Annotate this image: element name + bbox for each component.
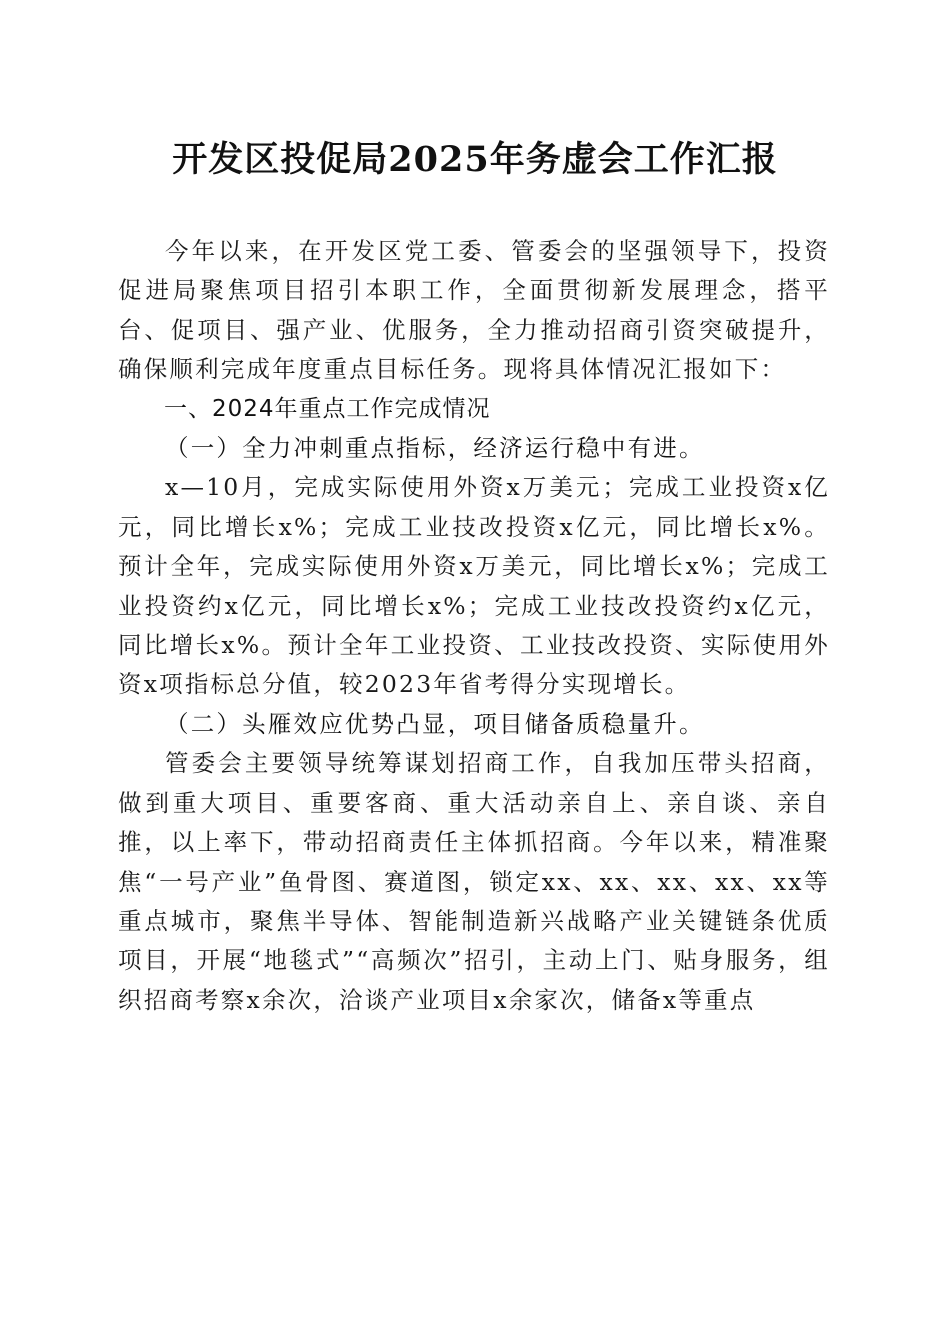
section-heading-1: 一、2024年重点工作完成情况: [164, 395, 491, 422]
document-title: 开发区投促局2025年务虚会工作汇报: [172, 139, 778, 180]
subsection-heading-1: （一）全力冲刺重点指标，经济运行稳中有进。: [165, 434, 705, 463]
intro-paragraph: 今年以来，在开发区党工委、管委会的坚强领导下，投资促进局聚焦项目招引本职工作，全面贯彻新发展理念，搭平台、促项目、强产业、优服务，全力推动招商引资突破提升，确保顺利完成年度重点目标任务。现将具体情况汇报如下：: [118, 237, 830, 384]
subsection-heading-2: （二）头雁效应优势凸显，项目储备质稳量升。: [165, 709, 705, 738]
document-body: [118, 232, 830, 1020]
indicators-paragraph: x—10月，完成实际使用外资x万美元；完成工业投资x亿元，同比增长x%；完成工业技改投资x亿元，同比增长x%。预计全年，完成实际使用外资x万美元，同比增长x%；完成工业投资约x亿元，同比增长x%；完成工业技改投资约x亿元，同比增长x%。预计全年工业投资、工业技改投资、实际使用外资x项指标总分值，较2023年省考得分实现增长。: [118, 473, 830, 699]
leadership-paragraph: 管委会主要领导统筹谋划招商工作，自我加压带头招商，做到重大项目、重要客商、重大活动亲自上、亲自谈、亲自推，以上率下，带动招商责任主体抓招商。今年以来，精准聚焦“一号产业”鱼骨图、赛道图，锁定xx、xx、xx、xx、xx等重点城市，聚焦半导体、智能制造新兴战略产业关键链条优质项目，开展“地毯式”“高频次”招引，主动上门、贴身服务，组织招商考察x余次，洽谈产业项目x余家次，储备x等重点: [118, 749, 830, 1014]
